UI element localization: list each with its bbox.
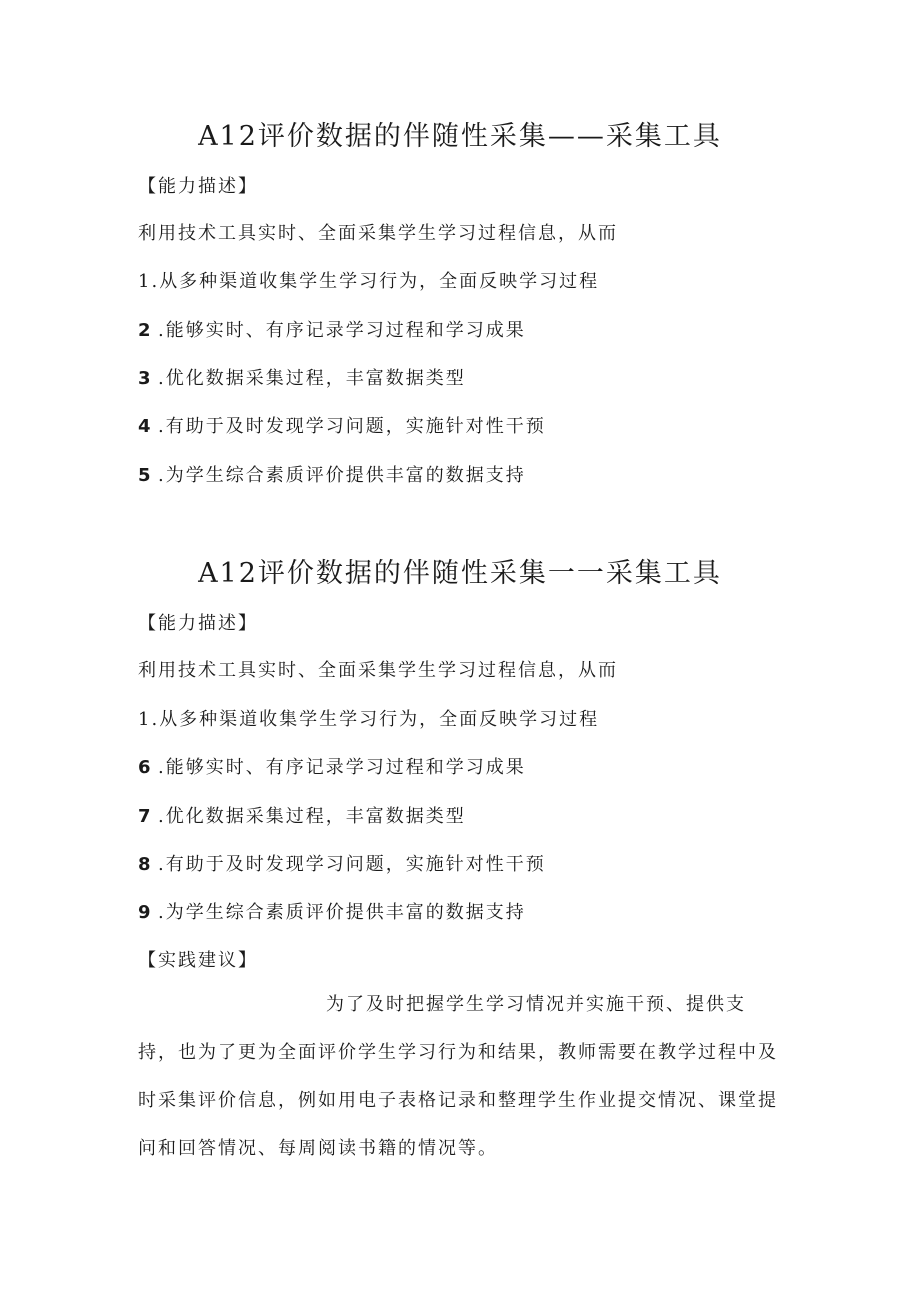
practice-line-4: 问和回答情况、每周阅读书籍的情况等。 (138, 1138, 498, 1159)
section2-intro: 利用技术工具实时、全面采集学生学习过程信息，从而 (138, 660, 618, 681)
item-number: 1. (138, 271, 160, 292)
item-text: .能够实时、有序记录学习过程和学习成果 (158, 320, 526, 341)
item-text: .优化数据采集过程，丰富数据类型 (158, 368, 466, 389)
section1-item-3 (138, 364, 466, 390)
item-number: 1. (138, 709, 160, 730)
section1-title: A12评价数据的伴随性采集——采集工具 (198, 121, 722, 152)
item-text: .有助于及时发现学习问题，实施针对性干预 (158, 416, 546, 437)
section2-ability-heading: 【能力描述】 (138, 613, 258, 634)
item-number: 4 (138, 416, 153, 437)
item-text: 从多种渠道收集学生学习行为，全面反映学习过程 (159, 271, 600, 292)
section1-item-5 (138, 461, 526, 487)
item-text: .为学生综合素质评价提供丰富的数据支持 (158, 465, 526, 486)
practice-heading: 【实践建议】 (138, 950, 258, 971)
section1-ability-heading: 【能力描述】 (138, 176, 258, 197)
item-number: 7 (138, 806, 153, 827)
section1-item-2 (138, 316, 526, 342)
practice-line-2: 持，也为了更为全面评价学生学习行为和结果，教师需要在教学过程中及 (138, 1042, 778, 1063)
section2-item-6 (138, 753, 526, 779)
item-text: .有助于及时发现学习问题，实施针对性干预 (158, 854, 546, 875)
item-number: 8 (138, 854, 153, 875)
item-text: .优化数据采集过程，丰富数据类型 (158, 806, 466, 827)
section2-item-8 (138, 850, 546, 876)
section2-item-7 (138, 802, 466, 828)
practice-line-1: 为了及时把握学生学习情况并实施干预、提供支 (326, 994, 746, 1015)
item-number: 2 (138, 320, 153, 341)
section2-item-1 (138, 705, 599, 731)
practice-line-3: 时采集评价信息，例如用电子表格记录和整理学生作业提交情况、课堂提 (138, 1090, 778, 1111)
section1-item-4 (138, 412, 546, 438)
item-number: 5 (138, 465, 153, 486)
section2-title: A12评价数据的伴随性采集一一采集工具 (198, 558, 722, 589)
practice-paragraph (138, 981, 786, 1173)
section1-item-1 (138, 267, 599, 293)
item-number: 6 (138, 757, 153, 778)
item-text: .为学生综合素质评价提供丰富的数据支持 (158, 902, 526, 923)
item-number: 3 (138, 368, 153, 389)
item-number: 9 (138, 902, 153, 923)
section1-intro: 利用技术工具实时、全面采集学生学习过程信息，从而 (138, 223, 618, 244)
item-text: 从多种渠道收集学生学习行为，全面反映学习过程 (159, 709, 600, 730)
item-text: .能够实时、有序记录学习过程和学习成果 (158, 757, 526, 778)
section2-item-9 (138, 898, 526, 924)
